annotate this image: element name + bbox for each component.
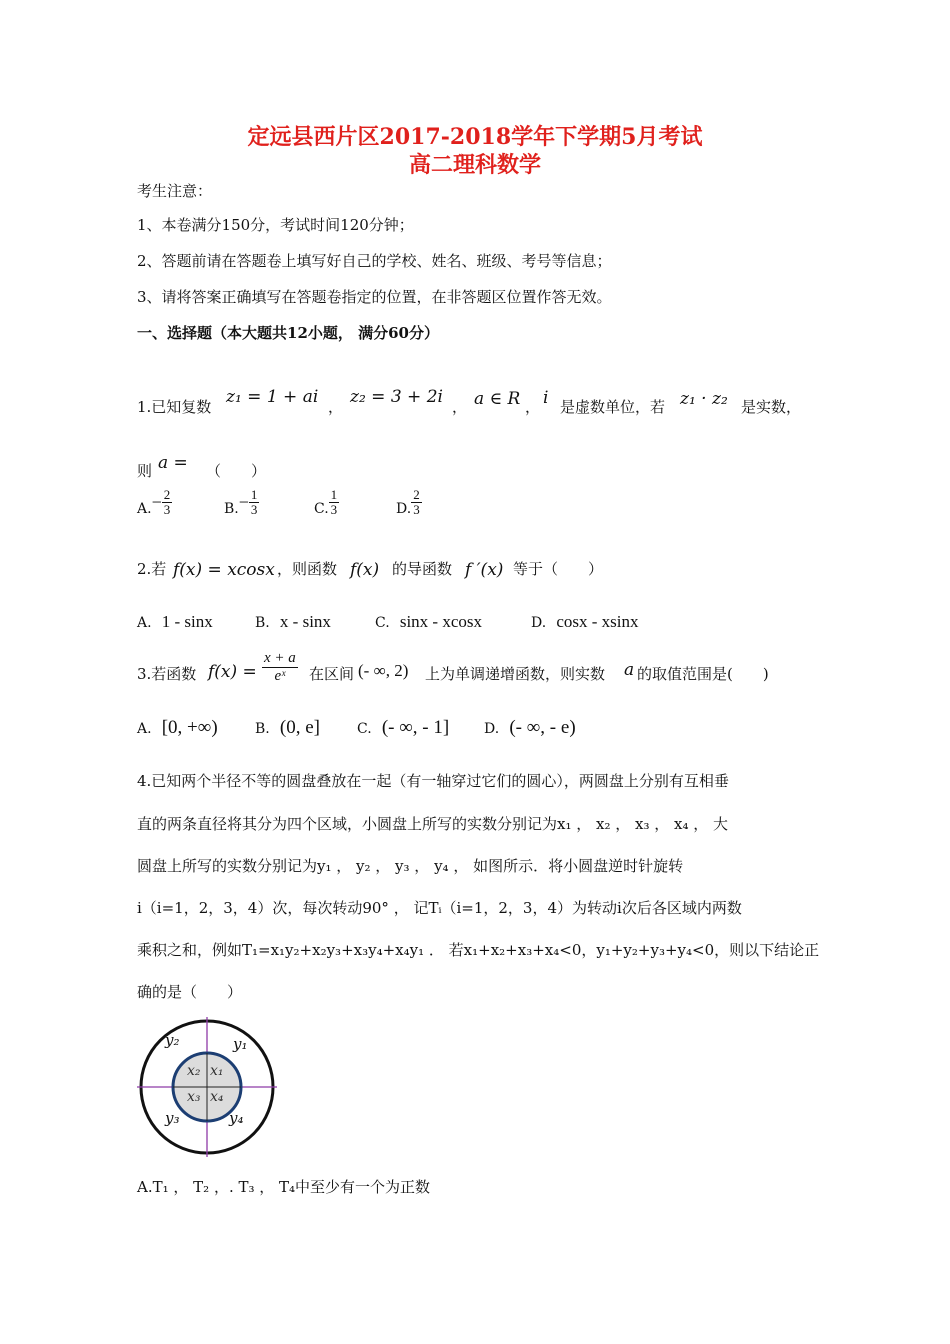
q4-option-a[interactable]: A.T₁ ， T₂ ，. T₃ ， T₄中至少有一个为正数: [137, 1178, 431, 1196]
q1-product: z₁ · z₂: [680, 389, 728, 409]
q1-a-equals: a =: [158, 453, 188, 473]
two-disks-figure: [137, 1017, 277, 1157]
q2-f2: f(x): [350, 560, 380, 580]
q2-option-b[interactable]: B. x - sinx: [255, 612, 331, 631]
label-y4: y₄: [229, 1109, 244, 1127]
q4-line-5: 乘积之和，例如T₁=x₁y₂+x₂y₃+x₃y₄+x₄y₁ ． 若x₁+x₂+x₃+x₄<0，y₁+y₂+y₃+y₄<0，则以下结论正: [137, 941, 820, 959]
q2-option-c[interactable]: C. sinx - xcosx: [375, 612, 483, 631]
q3-mid2: 上为单调递增函数，则实数: [425, 665, 606, 683]
q4-line-4: i（i=1，2，3，4）次，每次转动90° ， 记Tᵢ（i=1，2，3，4）为转动i次后各区域内两数: [137, 899, 742, 917]
q4-line-1: 4.已知两个半径不等的圆盘叠放在一起（有一轴穿过它们的圆心），两圆盘上分别有互相垂: [137, 772, 729, 790]
q2-option-a[interactable]: A. 1 - sinx: [137, 612, 213, 631]
q3-interval: (- ∞, 2): [358, 661, 409, 680]
q4-line-2: 直的两条直径将其分为四个区域，小圆盘上所写的实数分别记为x₁ ， x₂ ， x₃ ， x₄ ， 大: [137, 815, 729, 833]
q3-suffix: 的取值范围是( ): [637, 665, 769, 683]
q1-prefix: 1.已知复数: [137, 398, 212, 416]
label-y3: y₃: [165, 1109, 180, 1127]
section-heading: 一、选择题（本大题共12小题， 满分60分）: [137, 324, 439, 342]
q3-fx: f(x) =: [208, 662, 257, 682]
q1-z2: z₂ = 3 + 2i: [350, 387, 443, 407]
q1-mid: 是虚数单位，若: [560, 398, 666, 416]
q2-mid2: 的导函数: [392, 560, 453, 578]
q1-suffix: 是实数，: [741, 398, 802, 416]
q3-fraction: $\frac{x + a}{\text{eˣ}}$: [264, 650, 296, 684]
q1-option-a[interactable]: A.− $\frac{2}{3}$: [137, 487, 171, 517]
notice-heading: 考生注意：: [137, 182, 213, 200]
q2-prefix: 2.若: [137, 560, 167, 578]
notice-item-2: 2、答题前请在答题卷上填写好自己的学校、姓名、班级、考号等信息；: [137, 252, 612, 270]
q1-z1: z₁ = 1 + ai: [226, 387, 319, 407]
q2-mid: ，则函数: [277, 560, 338, 578]
q1-paren: （ ）: [206, 462, 267, 480]
q1-option-d[interactable]: D. $\frac{2}{3}$: [396, 487, 420, 517]
q3-option-d[interactable]: D. (- ∞, - e): [484, 717, 576, 738]
q2-option-d[interactable]: D. cosx - xsinx: [531, 612, 639, 631]
exam-subtitle: 高二理科数学: [408, 152, 541, 178]
q1-option-b[interactable]: B.− $\frac{1}{3}$: [224, 487, 258, 517]
q1-i: i: [543, 388, 549, 408]
q1-line2-prefix: 则: [137, 462, 153, 480]
q2-fprime: f ′(x): [465, 560, 504, 580]
label-x2: x₂: [187, 1063, 201, 1079]
exam-title: 定远县西片区2017-2018学年下学期5月考试: [247, 124, 703, 150]
q4-line-6: 确的是（ ）: [137, 983, 243, 1001]
q3-option-b[interactable]: B. (0, e]: [255, 717, 321, 738]
q2-fx: f(x) = xcosx: [173, 560, 275, 580]
notice-item-1: 1、本卷满分150分，考试时间120分钟；: [137, 216, 414, 234]
q2-suffix: 等于（ ）: [513, 560, 604, 578]
q3-option-c[interactable]: C. (- ∞, - 1]: [357, 717, 450, 738]
q3-option-a[interactable]: A. [0, +∞): [137, 717, 218, 738]
label-x1: x₁: [210, 1063, 224, 1079]
label-x3: x₃: [187, 1089, 201, 1105]
q1-option-c[interactable]: C. $\frac{1}{3}$: [314, 487, 338, 517]
label-y2: y₂: [165, 1031, 180, 1049]
label-x4: x₄: [210, 1089, 224, 1105]
q4-line-3: 圆盘上所写的实数分别记为y₁ ， y₂ ， y₃ ， y₄ ， 如图所示．将小圆盘逆时针旋转: [137, 857, 684, 875]
q3-prefix: 3.若函数: [137, 665, 197, 683]
notice-item-3: 3、请将答案正确填写在答题卷指定的位置，在非答题区位置作答无效。: [137, 288, 612, 306]
q1-a-in-r: a ∈ R: [474, 389, 521, 409]
q3-a: a: [624, 660, 635, 680]
q3-mid: 在区间: [309, 665, 355, 683]
label-y1: y₁: [233, 1035, 248, 1053]
